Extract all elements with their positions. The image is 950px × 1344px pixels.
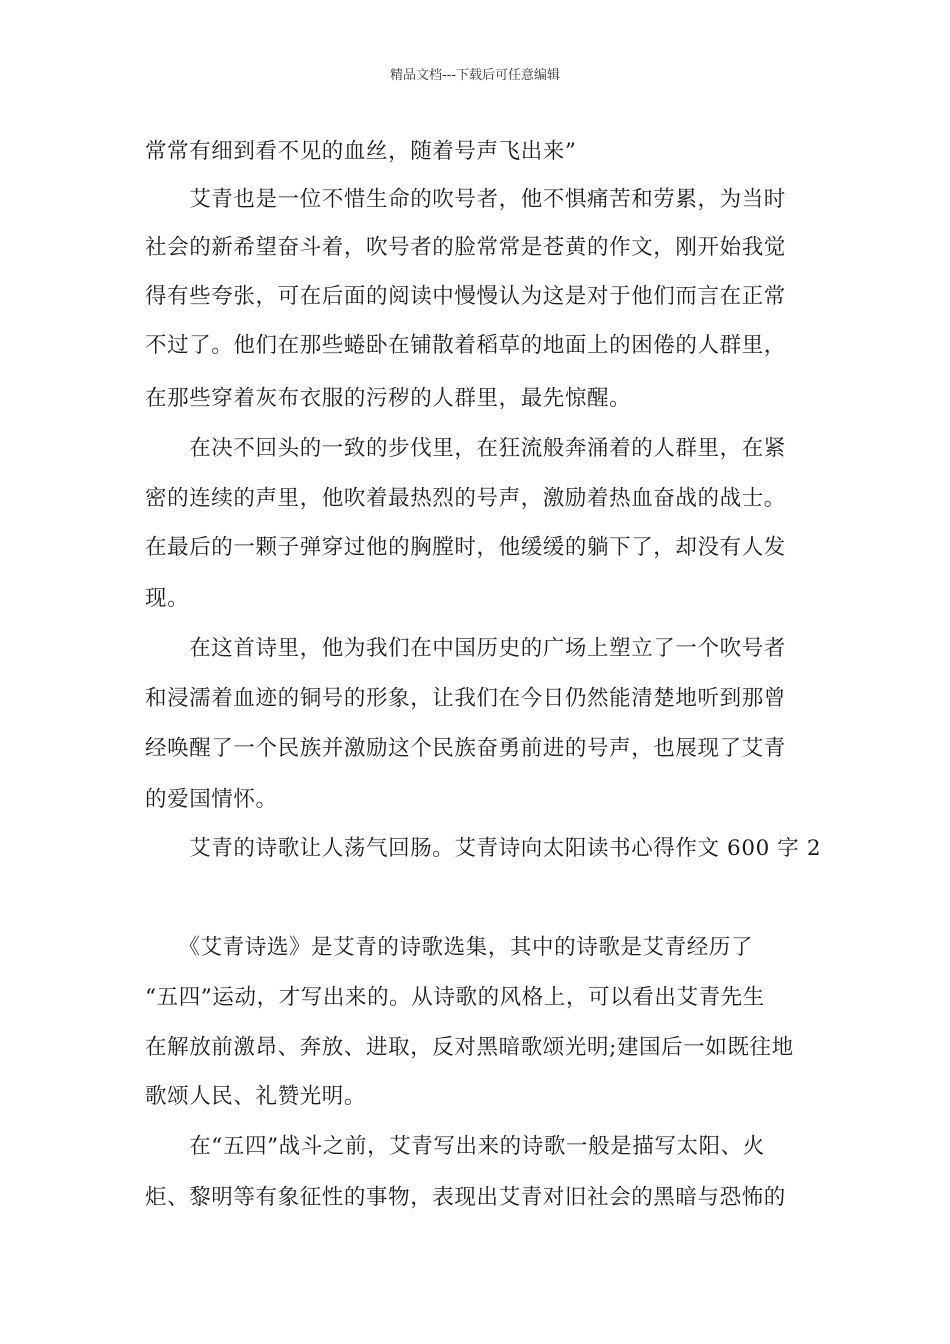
text-line: 在最后的一颗子弹穿过他的胸膛时，他缓缓的躺下了，却没有人发 xyxy=(145,535,786,560)
text-line: 现。 xyxy=(145,586,190,611)
text-line: 在决不回头的一致的步伐里，在狂流般奔涌着的人群里，在紧 xyxy=(145,436,786,461)
text-line: 和浸濡着血迹的铜号的形象，让我们在今日仍然能清楚地听到那曾 xyxy=(145,686,786,711)
text-line: 在这首诗里，他为我们在中国历史的广场上塑立了一个吹号者 xyxy=(145,636,786,661)
text-line: 得有些夸张，可在后面的阅读中慢慢认为这是对于他们而言在正常 xyxy=(145,284,786,309)
text-line: 艾青也是一位不惜生命的吹号者，他不惧痛苦和劳累，为当时 xyxy=(145,187,786,212)
text-line: 密的连续的声里，他吹着最热烈的号声，激励着热血奋战的战士。 xyxy=(145,486,786,511)
text-line: 炬、黎明等有象征性的事物，表现出艾青对旧社会的黑暗与恐怖的 xyxy=(145,1185,786,1210)
text-line: 不过了。他们在那些蜷卧在铺散着稻草的地面上的困倦的人群里， xyxy=(145,333,786,358)
text-line: 《艾青诗选》是艾青的诗歌选集，其中的诗歌是艾青经历了 xyxy=(145,935,754,960)
text-line: 在解放前激昂、奔放、进取，反对黑暗歌颂光明;建国后一如既往地 xyxy=(145,1035,794,1060)
page-header: 精品文档---下载后可任意编辑 xyxy=(389,68,561,83)
text-line: 歌颂人民、礼赞光明。 xyxy=(145,1084,367,1109)
text-line: 在“五四”战斗之前，艾青写出来的诗歌一般是描写太阳、火 xyxy=(145,1134,765,1159)
text-line: 艾青的诗歌让人荡气回肠。艾青诗向太阳读书心得作文 600 字 2 xyxy=(145,836,822,861)
text-line: 经唤醒了一个民族并激励这个民族奋勇前进的号声，也展现了艾青 xyxy=(145,736,786,761)
text-line: “五四”运动，才写出来的。从诗歌的风格上，可以看出艾青先生 xyxy=(145,985,765,1010)
text-line: 在那些穿着灰布衣服的污秽的人群里，最先惊醒。 xyxy=(145,386,632,411)
text-line: 的爱国情怀。 xyxy=(145,787,278,812)
text-line: 社会的新希望奋斗着，吹号者的脸常常是苍黄的作文，刚开始我觉 xyxy=(145,235,786,260)
text-line: 常常有细到看不见的血丝，随着号声飞出来” xyxy=(145,139,577,164)
